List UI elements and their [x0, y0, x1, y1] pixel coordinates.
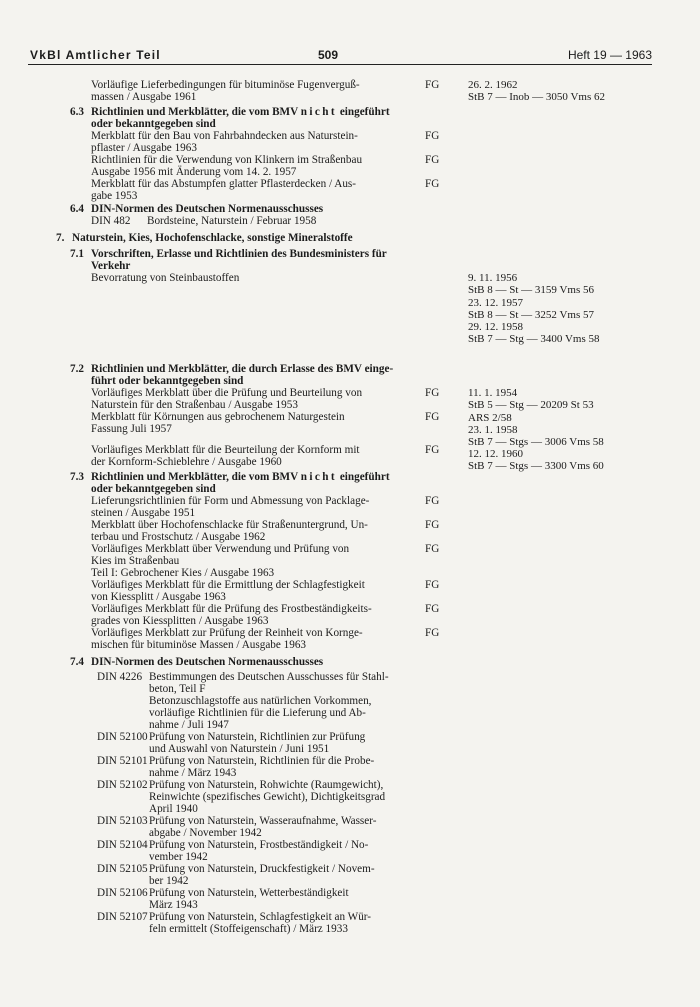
din-number: DIN 52102 — [97, 779, 148, 791]
reference-code: StB 7 — Stg — 3400 Vms 58 — [468, 333, 600, 345]
section-number: 7.3 — [70, 471, 84, 483]
reference-date: 9. 11. 1956 — [468, 272, 518, 284]
din-number: DIN 52106 — [97, 887, 148, 899]
item-text: der Kornform-Schieblehre / Ausgabe 1960 — [91, 456, 282, 468]
heading-emphasis: nicht — [300, 106, 338, 118]
section-number: 7.4 — [70, 656, 84, 668]
heading-part: eingeführt — [339, 471, 390, 483]
section-heading: Vorschriften, Erlasse und Richtlinien des Bundesministers für — [91, 248, 387, 260]
item-text: Vorläufiges Merkblatt zur Prüfung der Reinheit von Korngе- — [91, 627, 363, 639]
fg-marker: FG — [425, 627, 440, 639]
section-heading — [91, 471, 390, 483]
item-text: Fassung Juli 1957 — [91, 423, 172, 435]
din-number: DIN 482 — [91, 215, 131, 227]
din-title: ber 1942 — [149, 875, 189, 887]
chapter-heading: Naturstein, Kies, Hochofenschlacke, sonstige Mineralstoffe — [72, 232, 353, 244]
section-number: 6.4 — [70, 203, 84, 215]
fg-marker: FG — [425, 154, 440, 166]
fg-marker: FG — [425, 387, 440, 399]
reference-code: ARS 2/58 — [468, 412, 512, 424]
fg-marker: FG — [425, 79, 440, 91]
section-heading: oder bekanntgegeben sind — [91, 118, 216, 130]
heading-emphasis: nicht — [300, 471, 338, 483]
item-text: Naturstein für den Straßenbau / Ausgabe 1953 — [91, 399, 298, 411]
din-title: März 1943 — [149, 899, 198, 911]
heading-part: Richtlinien und Merkblätter, die vom BMV — [91, 471, 298, 483]
item-text: Vorläufiges Merkblatt über die Prüfung und Beurteilung von — [91, 387, 363, 399]
fg-marker: FG — [425, 603, 440, 615]
reference-code: StB 7 — Inob — 3050 Vms 62 — [468, 91, 606, 103]
reference-code: StB 5 — Stg — 20209 St 53 — [468, 399, 594, 411]
din-title: Reinwichte (spezifisches Gewicht), Dichtigkeitsgrad — [149, 791, 386, 803]
page-number: 509 — [318, 48, 339, 62]
item-text: Lieferungsrichtlinien für Form und Abmessung von Packlage- — [91, 495, 370, 507]
item-text: grades von Kiessplitten / Ausgabe 1963 — [91, 615, 269, 627]
din-title: Prüfung von Naturstein, Rohwichte (Raumgewicht), — [149, 779, 384, 791]
item-text: Vorläufiges Merkblatt für die Ermittlung der Schlagfestigkeit — [91, 579, 365, 591]
fg-marker: FG — [425, 178, 440, 190]
din-title: vember 1942 — [149, 851, 208, 863]
din-title: nahme / Juli 1947 — [149, 719, 229, 731]
din-title: Bestimmungen des Deutschen Ausschusses für Stahl- — [149, 671, 389, 683]
reference-date: 26. 2. 1962 — [468, 79, 518, 91]
din-title: Bordsteine, Naturstein / Februar 1958 — [147, 215, 317, 227]
item-text: Merkblatt für das Abstumpfen glatter Pflasterdecken / Aus- — [91, 178, 357, 190]
din-title: und Auswahl von Naturstein / Juni 1951 — [149, 743, 330, 755]
reference-date: 23. 12. 1957 — [468, 297, 523, 309]
heading-part: Richtlinien und Merkblätter, die vom BMV — [91, 106, 298, 118]
item-text: Bevorratung von Steinbaustoffen — [91, 272, 240, 284]
din-number: DIN 52107 — [97, 911, 148, 923]
item-text: Merkblatt für Körnungen aus gebrochenem Naturgestein — [91, 411, 345, 423]
reference-code: StB 8 — St — 3252 Vms 57 — [468, 309, 595, 321]
section-heading — [91, 106, 390, 118]
fg-marker: FG — [425, 543, 440, 555]
item-text: Merkblatt über Hochofenschlacke für Straßenuntergrund, Un- — [91, 519, 368, 531]
din-title: Prüfung von Naturstein, Frostbeständigkeit / No- — [149, 839, 369, 851]
reference-date: 12. 12. 1960 — [468, 448, 523, 460]
section-heading: oder bekanntgegeben sind — [91, 483, 216, 495]
din-title: Prüfung von Naturstein, Wetterbeständigkeit — [149, 887, 349, 899]
item-text: steinen / Ausgabe 1951 — [91, 507, 196, 519]
fg-marker: FG — [425, 519, 440, 531]
fg-marker: FG — [425, 495, 440, 507]
section-heading: Verkehr — [91, 260, 131, 272]
fg-marker: FG — [425, 579, 440, 591]
item-text: pflaster / Ausgabe 1963 — [91, 142, 197, 154]
item-text: Ausgabe 1956 mit Änderung vom 14. 2. 1957 — [91, 166, 297, 178]
din-title: Betonzuschlagstoffe aus natürlichen Vorkommen, — [149, 695, 372, 707]
item-text: Merkblatt für den Bau von Fahrbahndecken aus Naturstein- — [91, 130, 358, 142]
din-title: Prüfung von Naturstein, Richtlinien für die Probe- — [149, 755, 375, 767]
item-text: terbau und Frostschutz / Ausgabe 1962 — [91, 531, 266, 543]
fg-marker: FG — [425, 411, 440, 423]
din-number: DIN 4226 — [97, 671, 143, 683]
din-title: Prüfung von Naturstein, Druckfestigkeit / Novem- — [149, 863, 375, 875]
section-heading: führt oder bekanntgegeben sind — [91, 375, 244, 387]
din-number: DIN 52103 — [97, 815, 148, 827]
reference-code: StB 7 — Stgs — 3006 Vms 58 — [468, 436, 604, 448]
reference-date: 23. 1. 1958 — [468, 424, 518, 436]
din-title: abgabe / November 1942 — [149, 827, 262, 839]
section-number: 6.3 — [70, 106, 84, 118]
din-number: DIN 52100 — [97, 731, 148, 743]
item-text: Vorläufiges Merkblatt für die Prüfung des Frostbeständigkeits- — [91, 603, 372, 615]
heading-part: eingeführt — [339, 106, 390, 118]
din-number: DIN 52104 — [97, 839, 148, 851]
din-title: nahme / März 1943 — [149, 767, 237, 779]
din-title: feln ermittelt (Stoffeigenschaft) / März 1933 — [149, 923, 348, 935]
section-heading: Richtlinien und Merkblätter, die durch Erlasse des BMV einge- — [91, 363, 394, 375]
din-title: beton, Teil F — [149, 683, 206, 695]
item-text: gabe 1953 — [91, 190, 138, 202]
item-text: Vorläufiges Merkblatt für die Beurteilung der Kornform mit — [91, 444, 360, 456]
din-title: Prüfung von Naturstein, Wasseraufnahme, Wasser- — [149, 815, 377, 827]
item-text: von Kiessplitt / Ausgabe 1963 — [91, 591, 226, 603]
reference-date: 29. 12. 1958 — [468, 321, 523, 333]
din-title: Prüfung von Naturstein, Richtlinien zur Prüfung — [149, 731, 366, 743]
din-title: April 1940 — [149, 803, 198, 815]
section-number: 7.2 — [70, 363, 84, 375]
section-number: 7.1 — [70, 248, 84, 260]
din-number: DIN 52105 — [97, 863, 148, 875]
reference-code: StB 7 — Stgs — 3300 Vms 60 — [468, 460, 604, 472]
reference-code: StB 8 — St — 3159 Vms 56 — [468, 284, 595, 296]
fg-marker: FG — [425, 130, 440, 142]
reference-date: 11. 1. 1954 — [468, 387, 518, 399]
item-text: Vorläufiges Merkblatt über Verwendung und Prüfung von — [91, 543, 350, 555]
din-title: vorläufige Richtlinien für die Lieferung und Ab- — [149, 707, 366, 719]
fg-marker: FG — [425, 444, 440, 456]
item-text: massen / Ausgabe 1961 — [91, 91, 197, 103]
section-heading: DIN-Normen des Deutschen Normenausschusses — [91, 203, 324, 215]
din-number: DIN 52101 — [97, 755, 148, 767]
section-heading: DIN-Normen des Deutschen Normenausschusses — [91, 656, 324, 668]
item-text: Vorläufige Lieferbedingungen für bituminöse Fugenverguß- — [91, 79, 360, 91]
item-text: Richtlinien für die Verwendung von Klinkern im Straßenbau — [91, 154, 363, 166]
issue-label: Heft 19 — 1963 — [567, 48, 652, 62]
header-rule — [28, 64, 652, 65]
item-text: Teil I: Gebrochener Kies / Ausgabe 1963 — [91, 567, 275, 579]
item-text: Kies im Straßenbau — [91, 555, 180, 567]
journal-title: VkBl Amtlicher Teil — [30, 48, 161, 62]
item-text: mischen für bituminöse Massen / Ausgabe 1963 — [91, 639, 307, 651]
chapter-number: 7. — [56, 232, 65, 244]
din-title: Prüfung von Naturstein, Schlagfestigkeit an Wür- — [149, 911, 372, 923]
